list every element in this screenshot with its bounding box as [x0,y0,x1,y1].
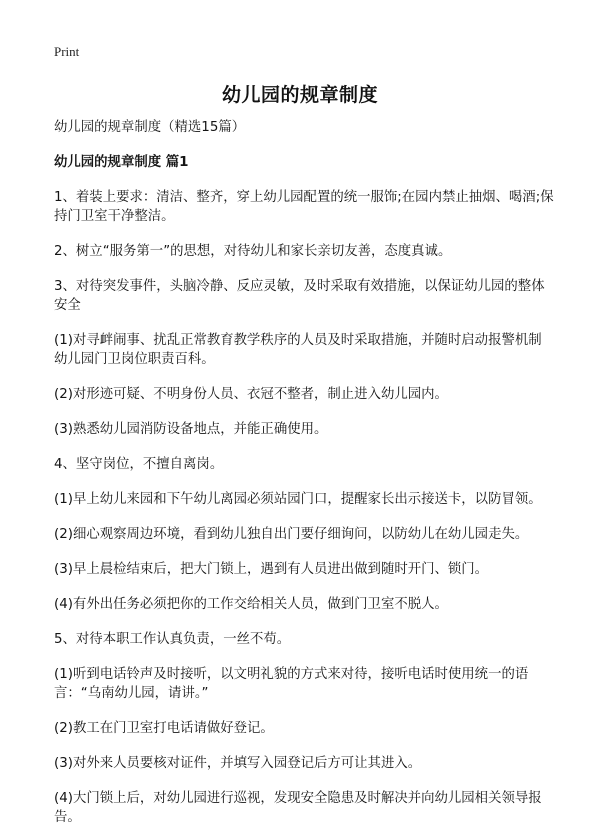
paragraph-4-2: (2)细心观察周边环境，看到幼儿独自出门要仔细询问，以防幼儿在幼儿园走失。 [54,527,529,542]
paragraph-3-1: (1)对寻衅闹事、扰乱正常教育教学秩序的人员及时采取措施，并随时启动报警机制幼儿园门卫岗位职责百科。 [54,333,542,367]
paragraph-2: 2、树立“服务第一”的思想，对待幼儿和家长亲切友善，态度真诚。 [54,244,452,259]
paragraph-3: 3、对待突发事件，头脑冷静、反应灵敏，及时采取有效措施，以保证幼儿园的整体安全 [54,279,545,313]
print-label[interactable]: Print [54,44,80,59]
section-heading: 幼儿园的规章制度 篇1 [54,155,189,170]
paragraph-4: 4、坚守岗位，不擅自离岗。 [54,457,224,472]
paragraph-4-1: (1)早上幼儿来园和下午幼儿离园必须站园门口，提醒家长出示接送卡，以防冒领。 [54,492,542,507]
page-title: 幼儿园的规章制度 [221,84,378,106]
subtitle: 幼儿园的规章制度（精选15篇） [54,120,246,135]
paragraph-5: 5、对待本职工作认真负责，一丝不苟。 [54,632,291,647]
paragraph-3-3: (3)熟悉幼儿园消防设备地点，并能正确使用。 [54,422,328,437]
paragraph-3-2: (2)对形迹可疑、不明身份人员、衣冠不整者，制止进入幼儿园内。 [54,387,448,402]
paragraph-5-1: (1)听到电话铃声及时接听，以文明礼貌的方式来对待，接听电话时使用统一的语言：“乌南幼儿园，请讲。” [54,667,529,701]
paragraph-1: 1、着装上要求：清洁、整齐，穿上幼儿园配置的统一服饰;在园内禁止抽烟、喝酒;保持门卫室干净整洁。 [54,190,554,224]
paragraph-4-4: (4)有外出任务必须把你的工作交给相关人员，做到门卫室不脱人。 [54,597,448,612]
paragraph-5-3: (3)对外来人员要核对证件，并填写入园登记后方可让其进入。 [54,756,422,771]
document-body [54,118,554,827]
paragraph-5-2: (2)教工在门卫室打电话请做好登记。 [54,721,274,736]
paragraph-4-3: (3)早上晨检结束后，把大门锁上，遇到有人员进出做到随时开门、锁门。 [54,562,489,577]
paragraph-5-4: (4)大门锁上后，对幼儿园进行巡视，发现安全隐患及时解决并向幼儿园相关领导报告。 [54,791,542,825]
